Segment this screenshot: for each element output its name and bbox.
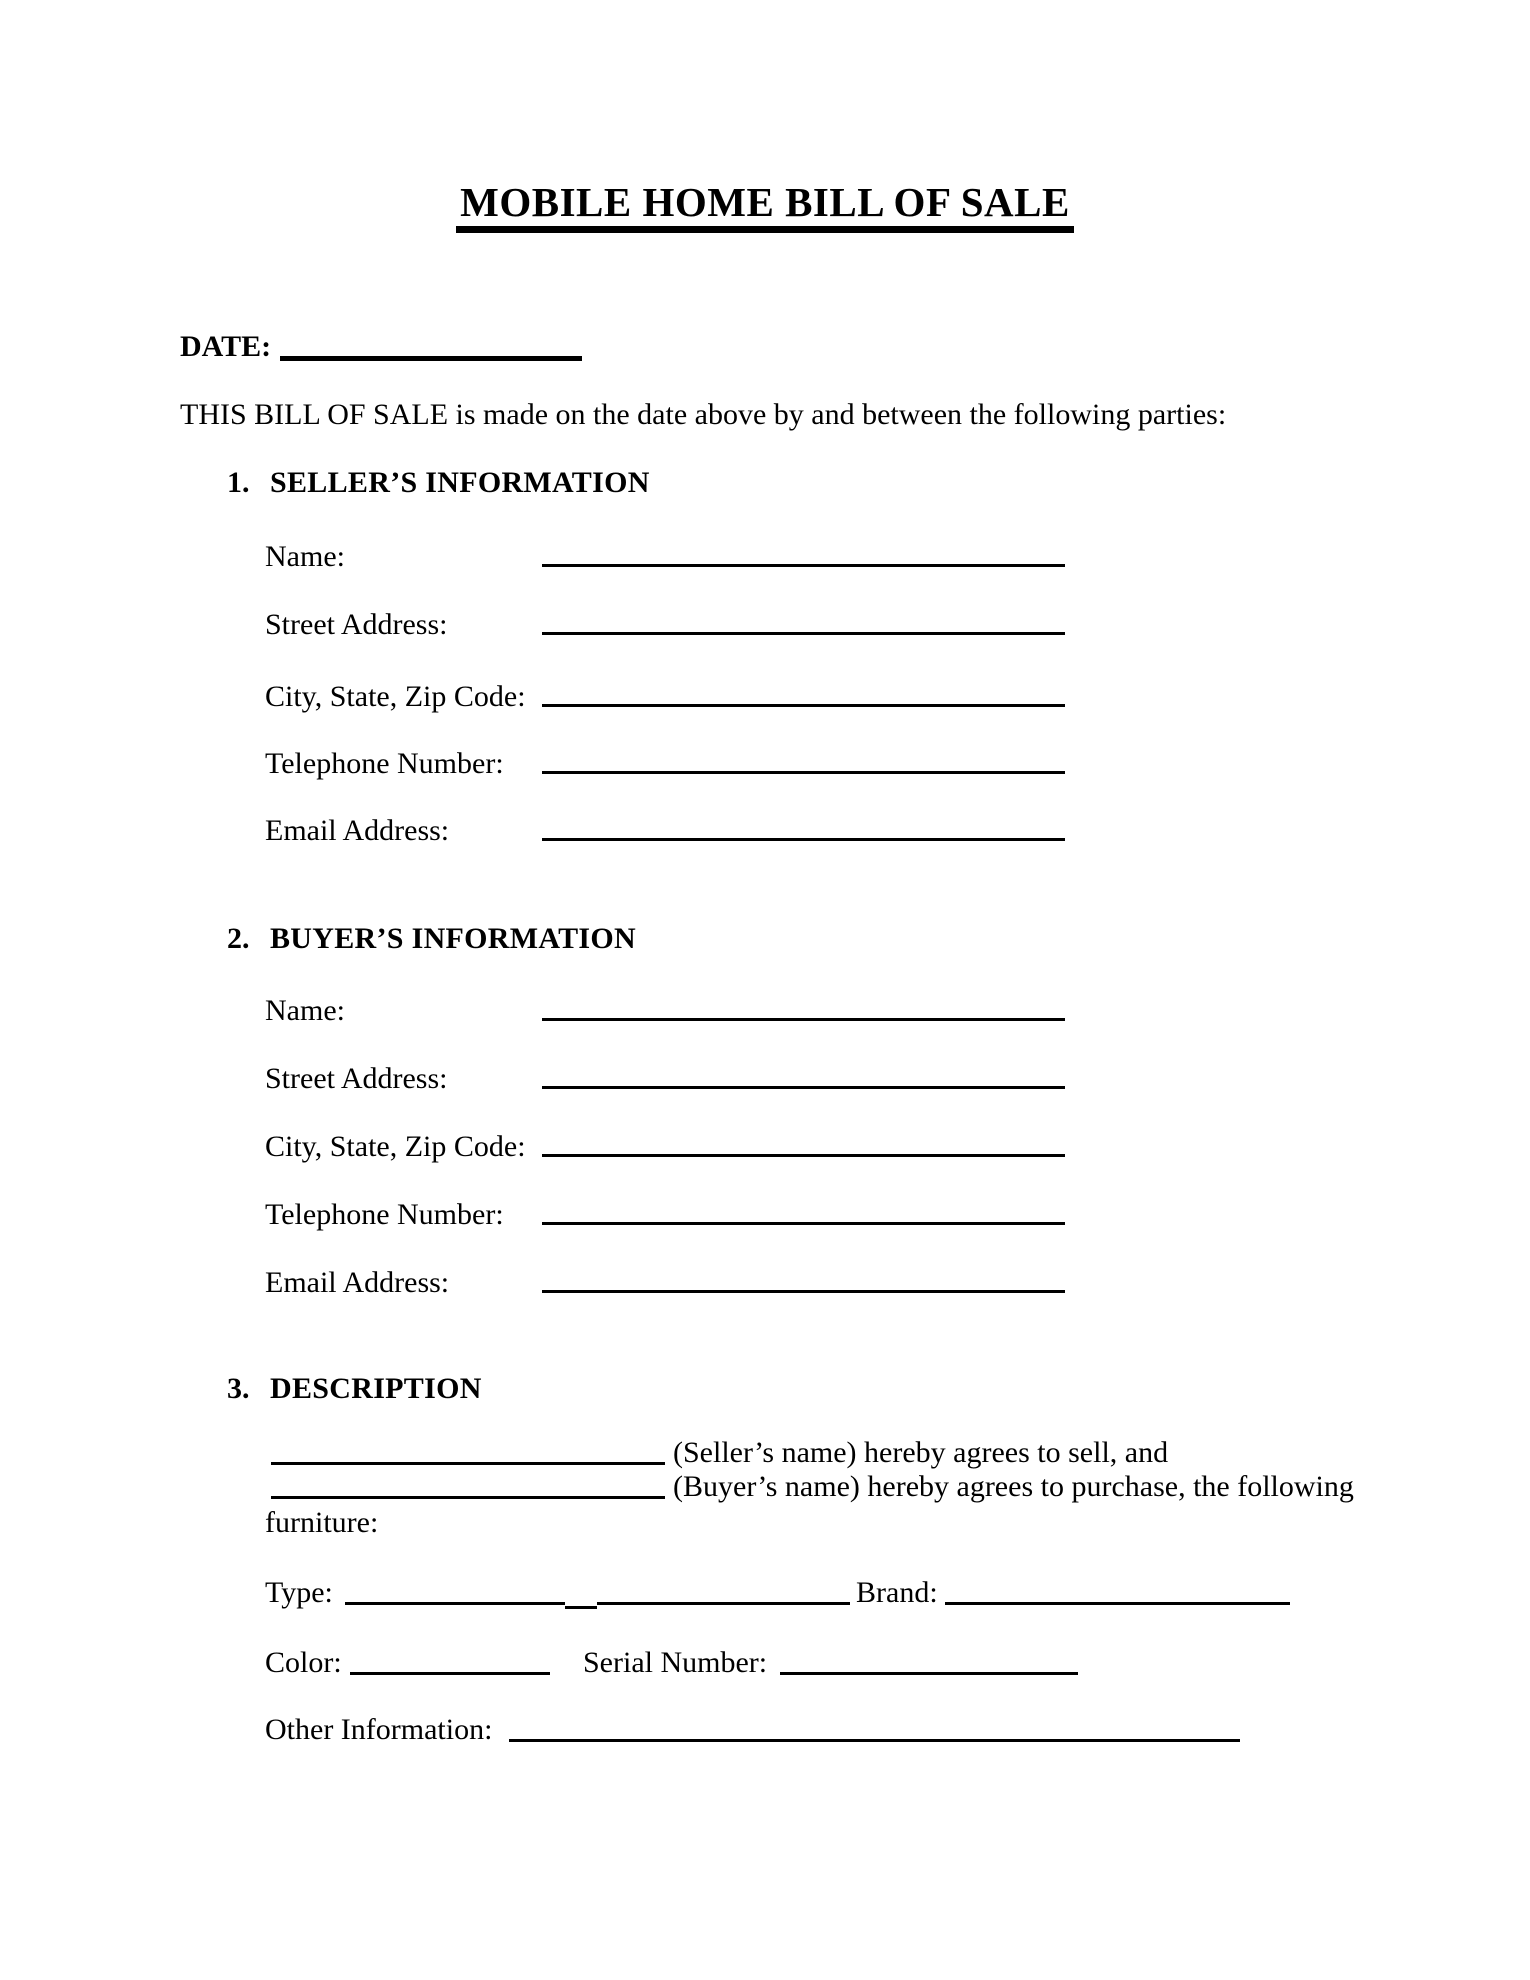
section-3-title: DESCRIPTION bbox=[270, 1372, 482, 1405]
other-info-input-line[interactable] bbox=[509, 1713, 1240, 1742]
brand-input-line[interactable] bbox=[945, 1576, 1290, 1605]
section-3-heading bbox=[0, 1372, 1530, 1408]
buyer-city-label: City, State, Zip Code: bbox=[265, 1130, 526, 1163]
other-info-row bbox=[0, 1713, 1530, 1749]
type-underscore-dash bbox=[565, 1576, 597, 1609]
buyer-name-row bbox=[0, 994, 1530, 1030]
buyer-phone-label: Telephone Number: bbox=[265, 1198, 504, 1231]
buyer-clause-row bbox=[0, 1470, 1530, 1506]
section-3-number: 3. bbox=[227, 1372, 250, 1405]
buyer-phone-row bbox=[0, 1198, 1530, 1234]
color-input-line[interactable] bbox=[350, 1646, 550, 1675]
buyer-street-row bbox=[0, 1062, 1530, 1098]
seller-name-blank-line[interactable] bbox=[271, 1436, 665, 1465]
date-row bbox=[0, 330, 1530, 366]
seller-street-row bbox=[0, 608, 1530, 644]
buyer-phone-input-line[interactable] bbox=[542, 1198, 1065, 1225]
type-label: Type: bbox=[265, 1576, 333, 1609]
buyer-email-input-line[interactable] bbox=[542, 1266, 1065, 1293]
seller-name-input-line[interactable] bbox=[542, 540, 1065, 567]
other-info-label: Other Information: bbox=[265, 1713, 493, 1746]
type-input-line-1[interactable] bbox=[345, 1576, 565, 1605]
buyer-email-label: Email Address: bbox=[265, 1266, 450, 1299]
buyer-street-label: Street Address: bbox=[265, 1062, 448, 1095]
buyer-email-row bbox=[0, 1266, 1530, 1302]
seller-city-row bbox=[0, 680, 1530, 716]
buyer-name-input-line[interactable] bbox=[542, 994, 1065, 1021]
seller-street-input-line[interactable] bbox=[542, 608, 1065, 635]
seller-name-label: Name: bbox=[265, 540, 345, 573]
color-label: Color: bbox=[265, 1646, 342, 1679]
seller-city-label: City, State, Zip Code: bbox=[265, 680, 526, 713]
seller-name-row bbox=[0, 540, 1530, 576]
brand-label: Brand: bbox=[856, 1576, 938, 1609]
section-1-heading bbox=[0, 466, 1530, 502]
section-2-number: 2. bbox=[227, 922, 250, 955]
seller-clause-row bbox=[0, 1436, 1530, 1472]
buyer-name-blank-line[interactable] bbox=[271, 1470, 665, 1499]
type-input-line-2[interactable] bbox=[597, 1576, 850, 1605]
title-row bbox=[0, 179, 1530, 233]
buyer-street-input-line[interactable] bbox=[542, 1062, 1065, 1089]
intro-paragraph: THIS BILL OF SALE is made on the date above by and between the following parties: bbox=[180, 398, 1227, 431]
buyer-clause-text: (Buyer’s name) hereby agrees to purchase, the following bbox=[673, 1470, 1354, 1503]
buyer-city-input-line[interactable] bbox=[542, 1130, 1065, 1157]
seller-street-label: Street Address: bbox=[265, 608, 448, 641]
furniture-label: furniture: bbox=[265, 1506, 379, 1539]
seller-clause-text: (Seller’s name) hereby agrees to sell, and bbox=[673, 1436, 1169, 1469]
serial-number-label: Serial Number: bbox=[583, 1646, 768, 1679]
type-brand-row bbox=[0, 1576, 1530, 1612]
color-serial-row bbox=[0, 1646, 1530, 1682]
date-label: DATE: bbox=[180, 330, 272, 363]
section-1-number: 1. bbox=[227, 466, 250, 499]
document-title: MOBILE HOME BILL OF SALE bbox=[456, 182, 1074, 233]
seller-city-input-line[interactable] bbox=[542, 680, 1065, 707]
date-input-line[interactable] bbox=[280, 330, 582, 361]
seller-email-row bbox=[0, 814, 1530, 850]
section-1-title: SELLER’S INFORMATION bbox=[270, 466, 650, 499]
seller-email-input-line[interactable] bbox=[542, 814, 1065, 841]
seller-phone-row bbox=[0, 747, 1530, 783]
section-2-title: BUYER’S INFORMATION bbox=[270, 922, 636, 955]
section-2-heading bbox=[0, 922, 1530, 958]
seller-email-label: Email Address: bbox=[265, 814, 450, 847]
seller-phone-input-line[interactable] bbox=[542, 747, 1065, 774]
buyer-name-label: Name: bbox=[265, 994, 345, 1027]
buyer-city-row bbox=[0, 1130, 1530, 1166]
seller-phone-label: Telephone Number: bbox=[265, 747, 504, 780]
serial-number-input-line[interactable] bbox=[780, 1646, 1078, 1675]
